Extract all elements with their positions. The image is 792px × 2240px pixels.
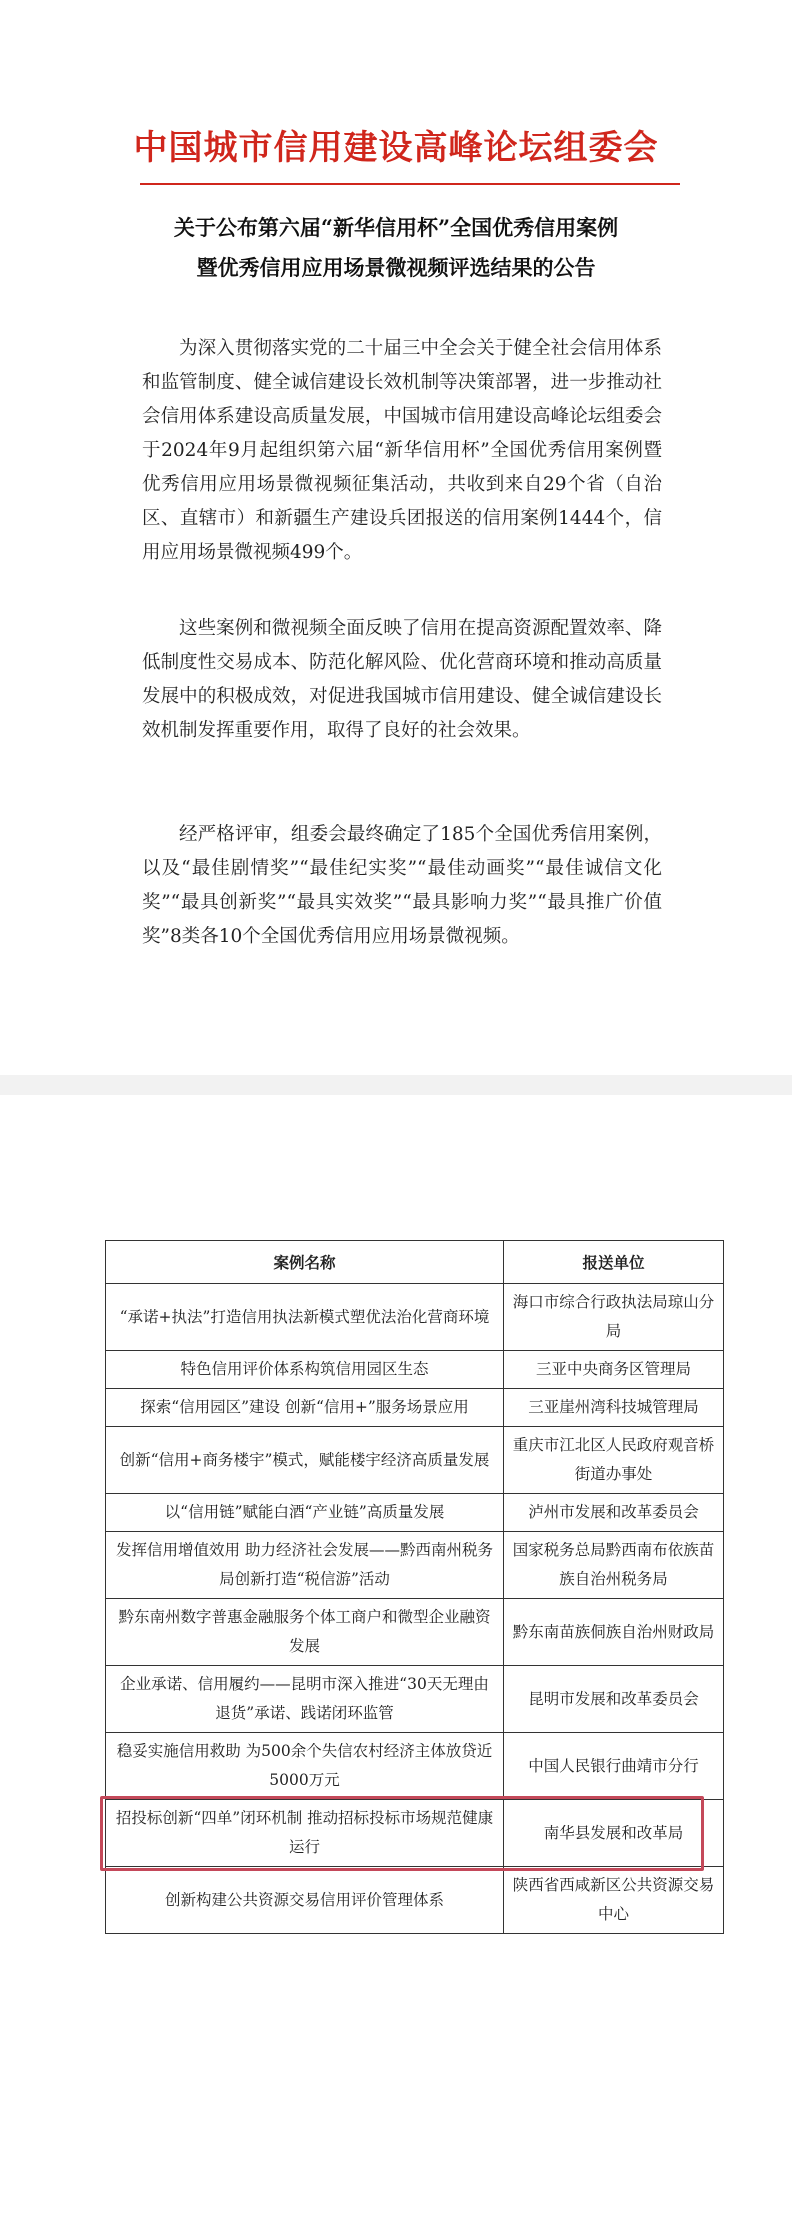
body-paragraph-3: 经严格评审，组委会最终确定了185个全国优秀信用案例，以及“最佳剧情奖”“最佳纪实奖”“最佳动画奖”“最佳诚信文化奖”“最具创新奖”“最具实效奖”“最具影响力奖”“最具推广价值奖”8类各10个全国优秀信用应用场景微视频。 [142,824,662,947]
page-separator [0,1075,792,1095]
submitting-unit-cell: 泸州市发展和改革委员会 [504,1494,724,1532]
case-name-cell: “承诺+执法”打造信用执法新模式塑优法治化营商环境 [106,1284,504,1351]
case-name-cell: 探索“信用园区”建设 创新“信用+”服务场景应用 [106,1389,504,1427]
case-name-cell: 黔东南州数字普惠金融服务个体工商户和微型企业融资发展 [106,1599,504,1666]
highlight-box [100,1796,704,1871]
case-name-cell: 发挥信用增值效用 助力经济社会发展——黔西南州税务局创新打造“税信游”活动 [106,1532,504,1599]
announcement-page [0,0,792,1075]
header-divider [140,183,680,185]
submitting-unit-cell: 中国人民银行曲靖市分行 [504,1733,724,1800]
body-paragraph-2: 这些案例和微视频全面反映了信用在提高资源配置效率、降低制度性交易成本、防范化解风险、优化营商环境和推动高质量发展中的积极成效，对促进我国城市信用建设、健全诚信建设长效机制发挥重要作用，取得了良好的社会效果。 [142,618,662,741]
case-name-cell: 企业承诺、信用履约——昆明市深入推进“30天无理由退货”承诺、践诺闭环监管 [106,1666,504,1733]
submitting-unit-cell: 昆明市发展和改革委员会 [504,1666,724,1733]
table-row [106,1599,724,1666]
submitting-unit-cell: 海口市综合行政执法局琼山分局 [504,1284,724,1351]
document-title-line-1: 关于公布第六届“新华信用杯”全国优秀信用案例 [173,215,619,240]
submitting-unit-cell: 三亚崖州湾科技城管理局 [504,1389,724,1427]
case-name-cell: 创新“信用+商务楼宇”模式，赋能楼宇经济高质量发展 [106,1427,504,1494]
submitting-unit-cell: 陕西省西咸新区公共资源交易中心 [504,1867,724,1934]
results-table-page [0,1095,792,2240]
table-row [106,1427,724,1494]
table-row [106,1733,724,1800]
case-name-cell: 稳妥实施信用救助 为500余个失信农村经济主体放贷近5000万元 [106,1733,504,1800]
table-row [106,1867,724,1934]
submitting-unit-cell: 国家税务总局黔西南布依族苗族自治州税务局 [504,1532,724,1599]
document-title-line-2: 暨优秀信用应用场景微视频评选结果的公告 [196,255,596,280]
submitting-unit-cell: 黔东南苗族侗族自治州财政局 [504,1599,724,1666]
table-row [106,1494,724,1532]
table-row [106,1666,724,1733]
submitting-unit-cell: 重庆市江北区人民政府观音桥街道办事处 [504,1427,724,1494]
case-name-cell: 特色信用评价体系构筑信用园区生态 [106,1351,504,1389]
column-header-case-name: 案例名称 [106,1241,504,1284]
submitting-unit-cell: 南华县发展和改革局 [504,1800,724,1867]
table-row [106,1532,724,1599]
table-row [106,1351,724,1389]
submitting-unit-cell: 三亚中央商务区管理局 [504,1351,724,1389]
column-header-submitting-unit: 报送单位 [504,1241,724,1284]
org-header-title: 中国城市信用建设高峰论坛组委会 [133,128,659,168]
case-name-cell: 以“信用链”赋能白酒“产业链”高质量发展 [106,1494,504,1532]
table-row [106,1284,724,1351]
table-header-row [106,1241,724,1284]
case-name-cell: 创新构建公共资源交易信用评价管理体系 [106,1867,504,1934]
body-paragraph-1: 为深入贯彻落实党的二十届三中全会关于健全社会信用体系和监管制度、健全诚信建设长效机制等决策部署，进一步推动社会信用体系建设高质量发展，中国城市信用建设高峰论坛组委会于2024年9月起组织第六届“新华信用杯”全国优秀信用案例暨优秀信用应用场景微视频征集活动，共收到来自29个省（自治区、直辖市）和新疆生产建设兵团报送的信用案例1444个，信用应用场景微视频499个。 [142,338,662,563]
table-row [106,1389,724,1427]
case-name-cell: 招投标创新“四单”闭环机制 推动招标投标市场规范健康运行 [106,1800,504,1867]
